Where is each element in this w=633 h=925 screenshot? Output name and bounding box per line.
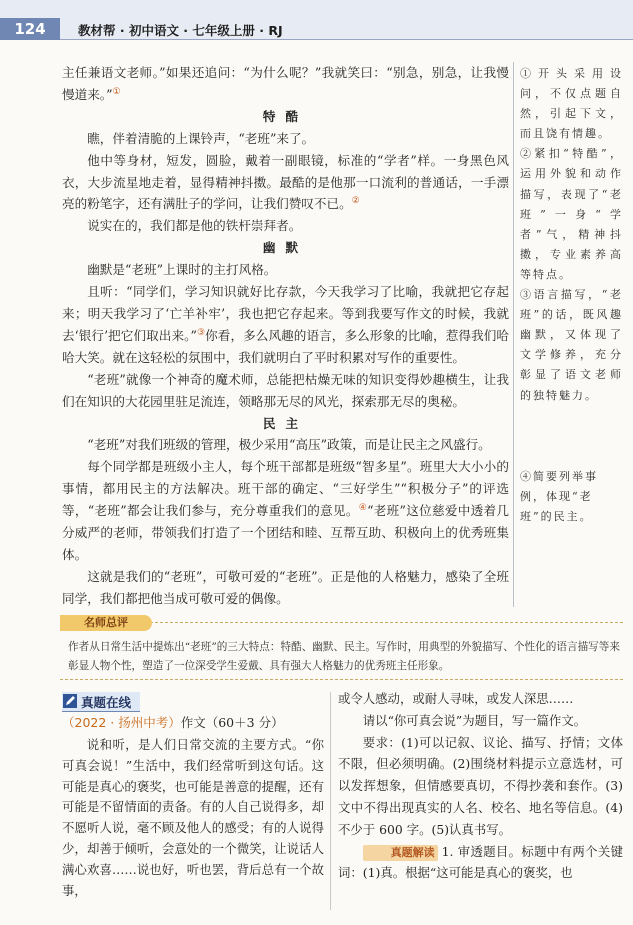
essay-paragraph: “老班”就像一个神奇的魔术师，总能把枯燥无味的知识变得妙趣横生，让我们在知识的大花园里驻足流连，领略那无尽的风光，探索那无尽的奥秘。 bbox=[62, 371, 509, 409]
exam-source-line bbox=[62, 712, 284, 733]
essay-body bbox=[62, 62, 509, 610]
essay-paragraph: 且听：“同学们，学习知识就好比存款，今天我学习了比喻，我就把它存起来；明天我学习了‘亡羊补牢’，我也把它存起来。等到我要写作文的时候，我就去‘银行’把它们取出来。”③你看，多么风趣的语言，多么形象的比喻，惹得我们哈哈大笑。就在这轻松的氛围中，我们就明白了平时积累对写作的重要性。 bbox=[62, 284, 509, 365]
margin-note-1: ①开头采用设问，不仅点题自然，引起下文，而且饶有情趣。 bbox=[520, 67, 623, 141]
exam-analysis: 真题解读 1. 审透题目。标题中有两个关键词：(1)真。根据“这可能是真心的褒奖，也 bbox=[338, 843, 623, 881]
essay-paragraph: 这就是我们的“老班”，可敬可爱的“老班”。正是他的人格魅力，感染了全班同学，我们都把他当成可敬可爱的偶像。 bbox=[62, 568, 509, 606]
essay-paragraph: 幽默是“老班”上课时的主打风格。 bbox=[87, 262, 277, 278]
essay-paragraph: 他中等身材，短发，圆脸，戴着一副眼镜，标准的“学者”样。一身黑色风衣，大步流星地走着，显得精神抖擞。最酷的是他那一口流利的普通话，一手漂亮的粉笔字，还有满肚子的学问，让我们赞叹不已。② bbox=[62, 152, 509, 212]
section-heading-democracy: 民主 bbox=[262, 415, 309, 431]
margin-note-4: ④简要列举事例，体现“老班”的民主。 bbox=[520, 470, 598, 524]
essay-paragraph: “老班”对我们班级的管理，极少采用“高压”政策，而是让民主之风盛行。 bbox=[87, 437, 491, 453]
teacher-summary-text: 作者从日常生活中提炼出“老班”的三大特点：特酷、幽默、民主。写作时，用典型的外貌描写、个性化的语言描写等来彰显人物个性，塑造了一位深受学生爱戴、具有强大人格魅力的优秀班主任形象。 bbox=[68, 641, 620, 672]
section-heading-humor: 幽默 bbox=[262, 240, 309, 256]
header-divider bbox=[60, 39, 633, 40]
column-divider bbox=[330, 692, 331, 910]
exam-requirements: 要求：(1)可以记叙、议论、描写、抒情；文体不限，但必须明确。(2)围绕材料提示立意选材，可以发挥想象，但情感要真切，不得抄袭和套作。(3)文中不得出现真实的人名、校名、地名等信息。(4)不少于 600 字。(5)认真书写。 bbox=[338, 734, 623, 837]
book-title: 教材帮 · 初中语文 · 七年级上册 · RJ bbox=[78, 23, 283, 38]
exam-instruction: 请以“你可真会说”为题目，写一篇作文。 bbox=[362, 712, 587, 728]
exam-prompt-left bbox=[62, 735, 324, 901]
exam-analysis-tag: 真题解读 bbox=[363, 845, 438, 861]
pen-icon bbox=[63, 694, 77, 708]
exam-type: 作文（60＋3 分） bbox=[180, 715, 284, 730]
page-number: 124 bbox=[0, 18, 60, 40]
essay-paragraph: 说实在的，我们都是他的铁杆崇拜者。 bbox=[87, 218, 302, 234]
essay-paragraph: 瞧，伴着清脆的上课铃声，“老班”来了。 bbox=[87, 130, 315, 146]
margin-note-2: ②紧扣“特酷”，运用外貌和动作描写，表现了“老班”一身“学者”气，精神抖擞，专业素养高等特点。 bbox=[520, 147, 623, 281]
exam-section-title: 真题在线 bbox=[81, 695, 132, 710]
exam-prompt-paragraph: 说和听，是人们日常交流的主要方式。“你可真会说！”生活中，我们经常听到这句话。这可能是真心的褒奖，也可能是善意的提醒，还有可能是不留情面的责备。有的人自己说得多，却不愿听人说，毫不顾及他人的感受；有的人说得少，却善于倾听，会意处的一个微笑，让说话人满心欢喜……说也好，听也罢，背后总有一个故事， bbox=[62, 737, 324, 898]
margin-notes bbox=[520, 64, 623, 406]
margin-divider bbox=[513, 62, 514, 607]
exam-prompt-right bbox=[338, 688, 623, 884]
annotation-marker: ③ bbox=[196, 327, 206, 338]
teacher-summary-tag: 名师总评 bbox=[60, 615, 152, 631]
section-heading-tekku: 特酷 bbox=[262, 108, 309, 124]
essay-paragraph: 每个同学都是班级小主人，每个班干部都是班级“智多星”。班里大大小小的事情，都用民主的方法解决。班干部的确定、“三好学生”“积极分子”的评选等，“老班”都会让我们参与，充分尊重我们的意见。④“老班”这位慈爱中透着几分威严的老师，带领我们打造了一个团结和睦、互帮互助、积极向上的优秀班集体。 bbox=[62, 459, 509, 562]
exam-source: （2022 · 扬州中考） bbox=[62, 715, 181, 730]
margin-note-3: ③语言描写，“老班”的话，既风趣幽默，又体现了文学修养，充分彰显了语文老师的独特魅力。 bbox=[520, 288, 623, 402]
essay-paragraph: 主任兼语文老师。”如果还追问：“为什么呢？”我就笑曰：“别急，别急，让我慢慢道来。”① bbox=[62, 65, 509, 102]
exam-prompt-continued: 或令人感动，或耐人寻味，或发人深思…… bbox=[338, 691, 574, 706]
annotation-marker: ① bbox=[112, 86, 121, 97]
annotation-marker: ② bbox=[351, 196, 360, 207]
annotation-marker: ④ bbox=[358, 502, 368, 513]
